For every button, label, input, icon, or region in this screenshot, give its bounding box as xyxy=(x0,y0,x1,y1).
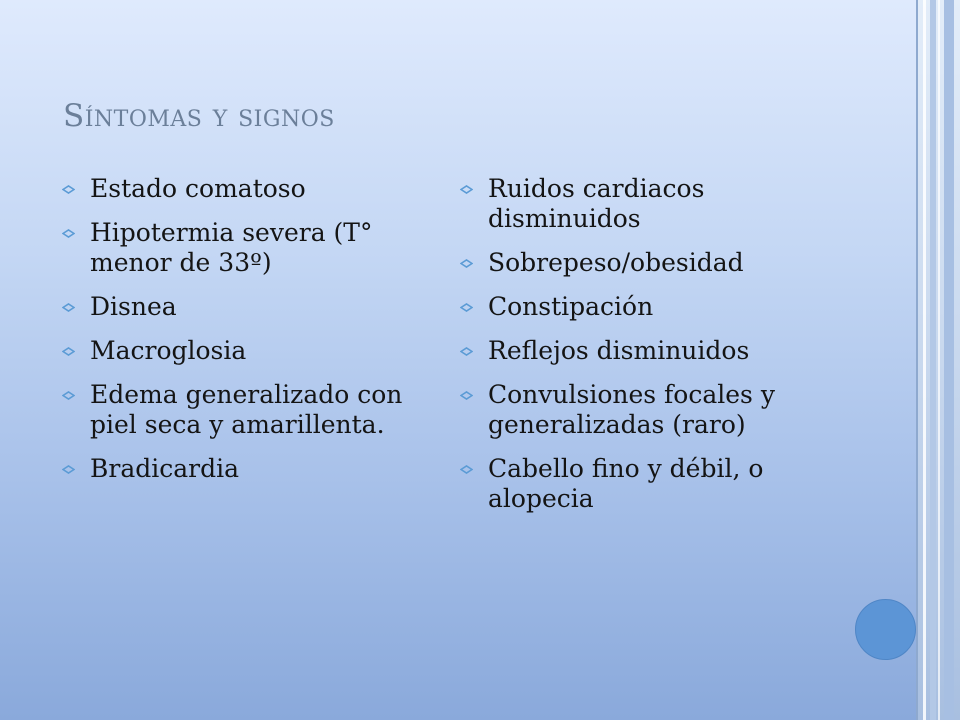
chevron-bullet-icon xyxy=(460,465,473,474)
chevron-bullet-icon xyxy=(460,347,473,356)
list-item xyxy=(458,292,838,322)
stripe xyxy=(916,0,918,720)
chevron-bullet-icon xyxy=(460,259,473,268)
bullet-text: Sobrepeso/obesidad xyxy=(488,248,744,277)
chevron-bullet-icon xyxy=(62,303,75,312)
list-item xyxy=(458,380,838,440)
bullet-text: Cabello fino y débil, o alopecia xyxy=(488,454,764,513)
chevron-bullet-icon xyxy=(62,185,75,194)
chevron-bullet-icon xyxy=(460,303,473,312)
bullet-text: Edema generalizado con piel seca y amarillenta. xyxy=(90,380,403,439)
bullet-text: Constipación xyxy=(488,292,654,321)
list-item xyxy=(458,174,838,234)
list-item xyxy=(60,454,420,484)
list-item xyxy=(60,174,420,204)
chevron-bullet-icon xyxy=(62,347,75,356)
slide-title: Síntomas y signos xyxy=(63,98,335,134)
bullet-text: Reflejos disminuidos xyxy=(488,336,750,365)
list-item xyxy=(458,248,838,278)
list-item xyxy=(60,336,420,366)
list-item xyxy=(60,218,420,278)
stripe xyxy=(944,0,954,720)
chevron-bullet-icon xyxy=(62,391,75,400)
decorative-stripes xyxy=(916,0,960,720)
stripe xyxy=(938,0,940,720)
bullet-text: Hipotermia severa (T° menor de 33º) xyxy=(90,218,373,277)
left-bullet-list xyxy=(60,174,420,498)
bullet-text: Estado comatoso xyxy=(90,174,306,203)
bullet-text: Bradicardia xyxy=(90,454,239,483)
decorative-circle xyxy=(855,599,916,660)
list-item xyxy=(60,292,420,322)
list-item xyxy=(60,380,420,440)
chevron-bullet-icon xyxy=(460,185,473,194)
chevron-bullet-icon xyxy=(460,391,473,400)
bullet-text: Ruidos cardiacos disminuidos xyxy=(488,174,705,233)
chevron-bullet-icon xyxy=(62,229,75,238)
stripe xyxy=(930,0,936,720)
chevron-bullet-icon xyxy=(62,465,75,474)
list-item xyxy=(458,454,838,514)
bullet-text: Convulsiones focales y generalizadas (raro) xyxy=(488,380,775,439)
list-item xyxy=(458,336,838,366)
right-bullet-list xyxy=(458,174,838,528)
stripe xyxy=(923,0,926,720)
bullet-text: Macroglosia xyxy=(90,336,247,365)
bullet-text: Disnea xyxy=(90,292,177,321)
